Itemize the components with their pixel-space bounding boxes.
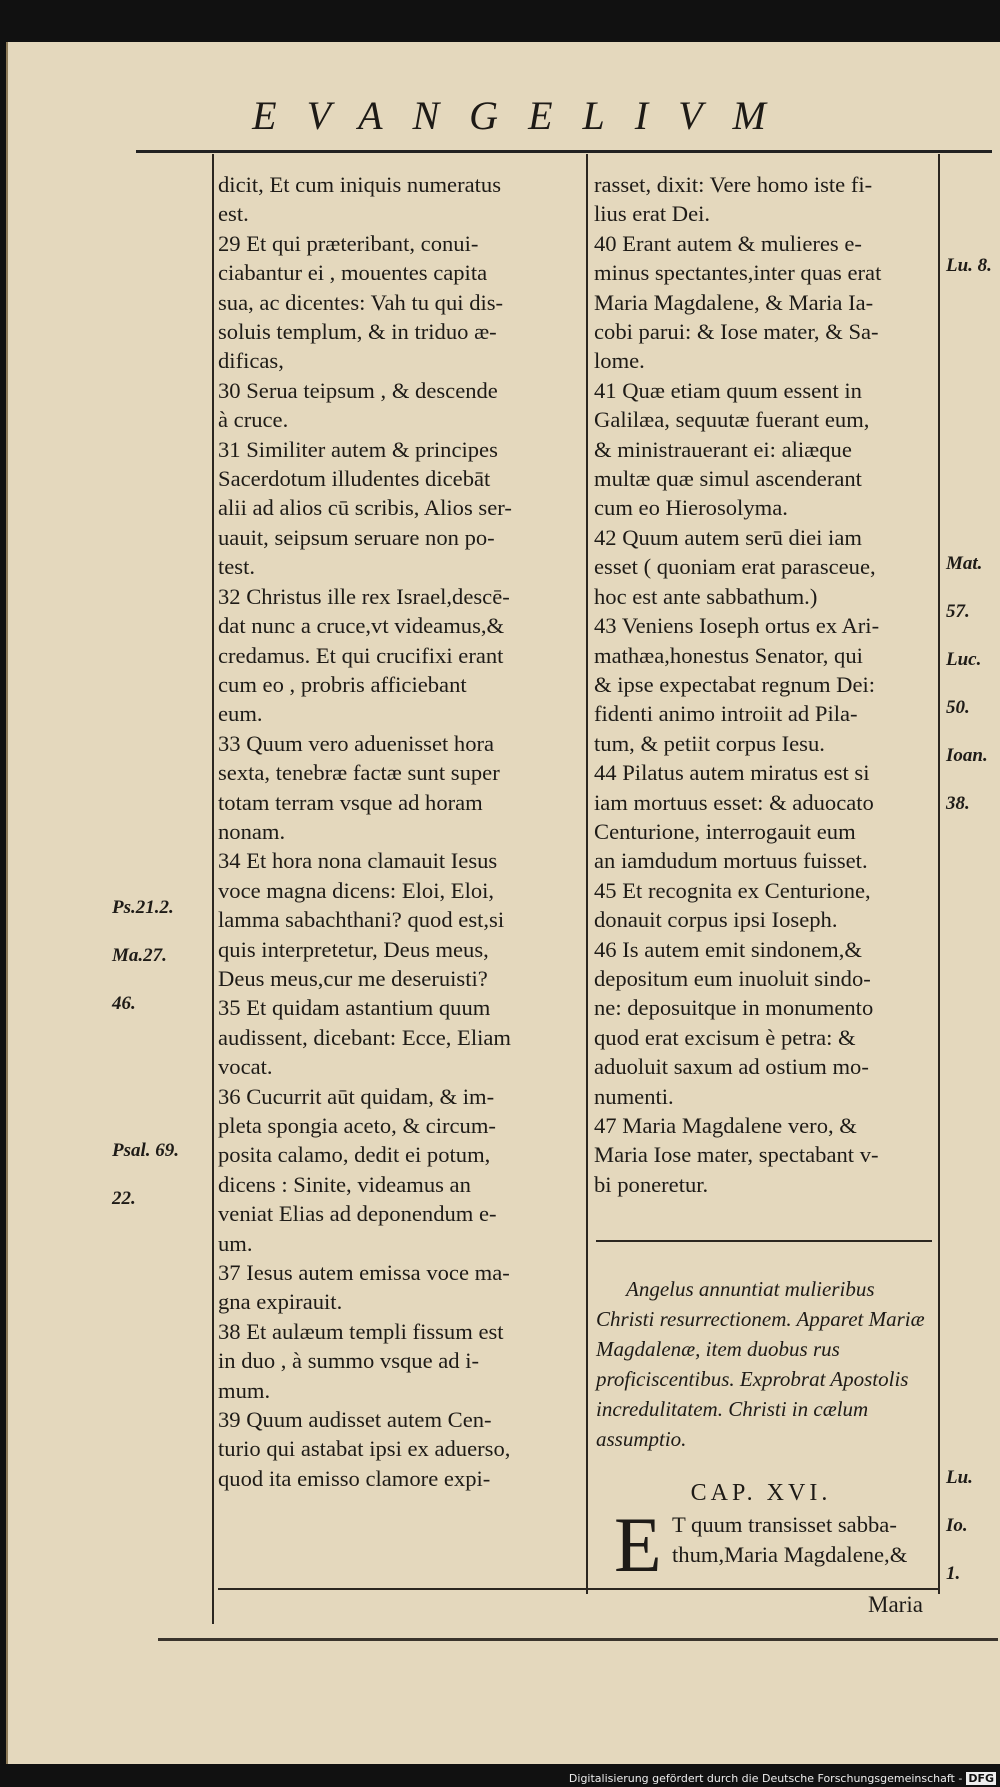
text-line: credamus. Et qui crucifixi erant: [218, 642, 504, 668]
text-line: 30 Serua teipsum , & descende: [218, 377, 498, 403]
text-line: dificas,: [218, 348, 284, 374]
margin-note-left-1: [112, 874, 174, 1037]
text-line: quod erat excisum è petra: &: [594, 1024, 856, 1050]
margin-note-right-1: [946, 232, 992, 299]
text-line: Centurione, interrogauit eum: [594, 818, 856, 844]
text-line: donauit corpus ipsi Ioseph.: [594, 907, 838, 933]
page-header: EVANGELIVM: [252, 93, 796, 138]
text-line: Galilæa, sequutæ fuerant eum,: [594, 407, 870, 433]
text-line: rasset, dixit: Vere homo iste fi-: [594, 172, 873, 197]
text-line: hoc est ante sabbathum.): [594, 583, 818, 609]
text-line: 43 Veniens Ioseph ortus ex Ari-: [594, 613, 880, 639]
text-line: & ministrauerant ei: aliæque: [594, 436, 852, 462]
chapter-heading: CAP. XVI.: [690, 1480, 832, 1506]
text-line: bi poneretur.: [594, 1171, 709, 1197]
text-line: 45 Et recognita ex Centurione,: [594, 877, 871, 903]
text-line: gna expirauit.: [218, 1289, 343, 1315]
text-line: 40 Erant autem & mulieres e-: [594, 230, 862, 256]
text-line: mum.: [218, 1377, 271, 1403]
right-column-rule: [938, 154, 940, 1594]
text-line: vocat.: [218, 1054, 273, 1080]
margin-reference: 50.: [946, 697, 970, 718]
text-line: 35 Et quidam astantium quum: [218, 995, 491, 1021]
text-line: depositum eum inuoluit sindo-: [594, 965, 871, 991]
text-line: soluis templum, & in triduo æ-: [218, 319, 497, 345]
drop-capital: E: [614, 1501, 662, 1588]
margin-reference: Lu.: [946, 1467, 973, 1488]
text-line: test.: [218, 554, 256, 580]
text-line: audissent, dicebant: Ecce, Eliam: [218, 1024, 511, 1050]
margin-reference: Ma.27.: [112, 945, 167, 966]
text-line: 42 Quum autem serū diei iam: [594, 524, 862, 550]
text-line: à cruce.: [218, 407, 289, 433]
text-line: 47 Maria Magdalene vero, &: [594, 1113, 857, 1138]
text-line: 38 Et aulæum templi fissum est: [218, 1318, 504, 1344]
text-line: veniat Elias ad deponendum e-: [218, 1201, 497, 1227]
text-line: cum eo Hierosolyma.: [594, 495, 788, 521]
margin-reference: Mat.: [946, 553, 983, 574]
section-rule: [596, 1240, 932, 1242]
text-line: 32 Christus ille rex Israel,descē-: [218, 583, 510, 609]
text-line: an iamdudum mortuus fuisset.: [594, 848, 868, 874]
text-line: ne: deposuitque in monumento: [594, 995, 874, 1021]
text-line: minus spectantes,inter quas erat: [594, 260, 882, 286]
text-line: dat nunc a cruce,vt videamus,&: [218, 613, 505, 639]
page-bottom-rule: [158, 1638, 998, 1641]
text-line: tum, & petiit corpus Iesu.: [594, 730, 825, 756]
text-line: lius erat Dei.: [594, 201, 711, 227]
text-line: sua, ac dicentes: Vah tu qui dis-: [218, 289, 504, 315]
margin-reference: Io.: [946, 1515, 968, 1536]
text-line: ciabantur ei , mouentes capita: [218, 260, 488, 286]
text-line: iam mortuus esset: & aduocato: [594, 789, 874, 815]
margin-reference: 57.: [946, 601, 970, 622]
text-line: 34 Et hora nona clamauit Iesus: [218, 848, 498, 874]
text-line: aduoluit saxum ad ostium mo-: [594, 1054, 869, 1080]
text-line: dicens : Sinite, videamus an: [218, 1171, 471, 1197]
text-line: eum.: [218, 701, 263, 727]
bottom-rule: [218, 1588, 938, 1590]
text-line: 33 Quum vero aduenisset hora: [218, 730, 495, 756]
text-line: quod ita emisso clamore expi-: [218, 1465, 491, 1491]
text-line: pleta spongia aceto, & circum-: [218, 1113, 496, 1138]
dfg-logo: DFG: [968, 1772, 994, 1785]
text-line: fidenti animo introiit ad Pila-: [594, 701, 858, 727]
text-line: cobi parui: & Iose mater, & Sa-: [594, 319, 879, 345]
chapter-first-line: T quum transisset sabba-: [672, 1512, 897, 1537]
text-line: 31 Similiter autem & principes: [218, 436, 498, 462]
text-line: & ipse expectabat regnum Dei:: [594, 671, 876, 697]
left-column-rule: [212, 154, 214, 1624]
margin-note-right-2: [946, 530, 988, 837]
text-line: mathæa,honestus Senator, qui: [594, 642, 863, 668]
text-line: uauit, seipsum seruare non po-: [218, 524, 495, 550]
text-line: 46 Is autem emit sindonem,&: [594, 936, 862, 962]
margin-note-left-2: [112, 1117, 179, 1232]
footer-text: Digitalisierung gefördert durch die Deutsche Forschungsgemeinschaft -: [568, 1772, 963, 1785]
text-line: um.: [218, 1230, 253, 1256]
text-line: Maria Iose mater, spectabant v-: [594, 1142, 879, 1168]
text-line: 36 Cucurrit aūt quidam, & im-: [218, 1083, 495, 1109]
margin-reference: 38.: [946, 793, 970, 814]
text-line: quis interpretetur, Deus meus,: [218, 936, 489, 962]
margin-reference: Ps.21.2.: [112, 897, 174, 918]
text-line: lamma sabachthani? quod est,si: [218, 907, 505, 933]
right-text-column: [594, 170, 934, 1199]
text-line: 41 Quæ etiam quum essent in: [594, 377, 862, 403]
text-line: multæ quæ simul ascenderant: [594, 466, 862, 492]
margin-reference: Lu. 8.: [946, 255, 992, 276]
text-line: turio qui astabat ipsi ex aduerso,: [218, 1436, 511, 1462]
chapter-second-line: thum,Maria Magdalene,&: [672, 1542, 908, 1567]
text-line: nonam.: [218, 818, 286, 844]
text-line: posita calamo, dedit ei potum,: [218, 1142, 491, 1168]
text-line: numenti.: [594, 1083, 674, 1109]
margin-reference: Psal. 69.: [112, 1140, 180, 1161]
margin-reference: Luc.: [946, 649, 982, 670]
text-line: esset ( quoniam erat parasceue,: [594, 554, 876, 580]
text-line: lome.: [594, 348, 645, 374]
text-line: Sacerdotum illudentes dicebāt: [218, 466, 491, 492]
text-line: Maria Magdalene, & Maria Ia-: [594, 289, 874, 315]
text-line: sexta, tenebræ factæ sunt super: [218, 760, 500, 786]
text-line: voce magna dicens: Eloi, Eloi,: [218, 877, 495, 903]
catchword: Maria: [868, 1592, 923, 1617]
text-line: cum eo , probris afficiebant: [218, 671, 467, 697]
middle-column-rule: [586, 154, 588, 1594]
text-line: est.: [218, 201, 249, 227]
digitization-footer: [569, 1772, 996, 1785]
text-line: 37 Iesus autem emissa voce ma-: [218, 1260, 510, 1286]
margin-note-right-3: [946, 1444, 973, 1607]
left-text-column: [218, 170, 580, 1493]
book-page: [6, 42, 1000, 1764]
text-line: dicit, Et cum iniquis numeratus: [218, 172, 502, 197]
text-line: 44 Pilatus autem miratus est si: [594, 760, 870, 786]
text-line: in duo , à summo vsque ad i-: [218, 1348, 480, 1374]
margin-reference: 1.: [946, 1563, 961, 1584]
text-line: Deus meus,cur me deseruisti?: [218, 965, 488, 991]
chapter-summary: Angelus annuntiat mulieribus Christi resurrectionem. Apparet Mariæ Magdalenæ, item duobus rus proficiscentibus. Exprobrat Apostolis incredulitatem. Christi in cælum assumptio.: [596, 1277, 925, 1451]
margin-reference: 46.: [112, 993, 136, 1014]
margin-reference: Ioan.: [946, 745, 988, 766]
text-line: 29 Et qui præteribant, conui-: [218, 230, 479, 256]
text-line: 39 Quum audisset autem Cen-: [218, 1407, 492, 1433]
text-line: alii ad alios cū scribis, Alios ser-: [218, 495, 512, 521]
text-line: totam terram vsque ad horam: [218, 789, 483, 815]
header-rule: [136, 150, 992, 153]
margin-reference: 22.: [112, 1188, 136, 1209]
